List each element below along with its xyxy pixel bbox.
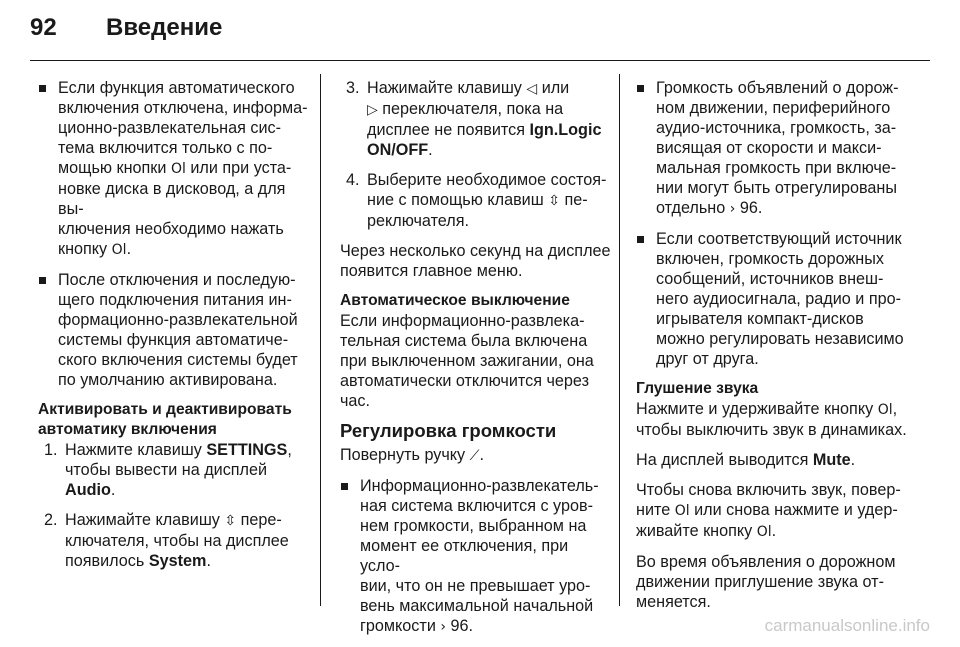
page-number: 92 [30, 14, 57, 41]
column-divider [320, 74, 321, 606]
list-item: Информационно-развлекатель- ная система включится с уров- нем громкости, выбранном на момент ее отключения, при усло- вии, что он не превышает уро- вень максимальной начальной громкости › 96. [340, 476, 612, 637]
page-header [30, 14, 222, 54]
section-heading-large: Регулировка громкости [340, 420, 557, 441]
list-item: Если функция автоматического включения отключена, информа- ционно-развлекательная сис- тема включится только с по- мощью кнопки Ol или при уста- новке диска в дисковод, а для вы- ключения необходимо нажать кнопку Ol. [38, 78, 308, 260]
bullet-square-icon [39, 85, 46, 92]
header-rule [30, 60, 930, 61]
section-heading: Автоматическое выключение [340, 292, 570, 309]
rotary-left-arrow-icon: ◁ [526, 81, 538, 97]
section-heading: Активировать и деактивировать автоматику включения [38, 401, 292, 438]
rotary-right-arrow-icon: ▷ [367, 102, 378, 118]
power-button-icon: Ol [111, 242, 127, 258]
bullet-square-icon [637, 85, 644, 92]
paragraph: Чтобы снова включить звук, повер- ните Ol или снова нажмите и удер- живайте кнопку Ol. [636, 481, 901, 540]
page-title: Введение [106, 14, 223, 41]
step-3: 3. Нажимайте клавишу ◁ или ▷ переключателя, пока на дисплее не появится Ign.Logic ON/OFF. [346, 79, 602, 159]
step-4: 4. Выберите необходимое состоя- ние с помощью клавиш ⇳ пе- реключателя. [346, 171, 607, 230]
bullet-square-icon [341, 483, 348, 490]
page-reference-icon: › [440, 619, 446, 635]
list-item: После отключения и последую- щего подключения питания ин- формационно-развлекательной системы функция автоматиче- ского включения системы будет по умолчанию активирована. [38, 270, 308, 390]
column-divider [619, 74, 620, 606]
step-1: 1. Нажмите клавишу SETTINGS, чтобы вывести на дисплей Audio. [44, 441, 292, 499]
step-2: 2. Нажимайте клавишу ⇳ пере- ключателя, чтобы на дисплее появилось System. [44, 511, 289, 570]
bullet-square-icon [39, 277, 46, 284]
column-3 [636, 78, 926, 622]
paragraph: На дисплей выводится Mute. [636, 451, 856, 469]
power-button-icon: Ol [756, 524, 772, 540]
list-item: Если соответствующий источник включен, громкость дорожных сообщений, источников внеш- него аудиосигнала, радио и про- игрывателя компакт-дисков можно регулировать независимо друг от друга. [636, 229, 926, 369]
list-item: Громкость объявлений о дорож- ном движении, периферийного аудио-источника, громкость, за- висящая от скорости и макси- мальная громкость при включе- нии могут быть отрегулированы отдельно › 96. [636, 78, 926, 219]
up-down-key-icon: ⇳ [224, 513, 237, 529]
paragraph: Повернуть ручку ⟋. [340, 446, 484, 464]
bullet-square-icon [637, 236, 644, 243]
paragraph: Через несколько секунд на дисплее появится главное меню. [340, 242, 611, 280]
power-button-icon: Ol [877, 402, 893, 418]
column-2 [340, 78, 612, 647]
power-button-icon: Ol [170, 161, 186, 177]
section-heading: Глушение звука [636, 380, 759, 397]
volume-knob-icon: ⟋ [469, 448, 480, 464]
column-1 [38, 78, 308, 581]
paragraph: Нажмите и удерживайте кнопку Ol, чтобы выключить звук в динамиках. [636, 400, 907, 439]
paragraph: Если информационно-развлека- тельная система была включена при выключенном зажигании, она автоматически отключится через час. [340, 312, 594, 410]
power-button-icon: Ol [674, 503, 690, 519]
up-down-key-icon: ⇳ [548, 193, 560, 209]
watermark: carmanualsonline.info [764, 616, 930, 635]
page-reference-icon: › [729, 201, 736, 217]
paragraph: Во время объявления о дорожном движении приглушение звука от- меняется. [636, 553, 896, 611]
